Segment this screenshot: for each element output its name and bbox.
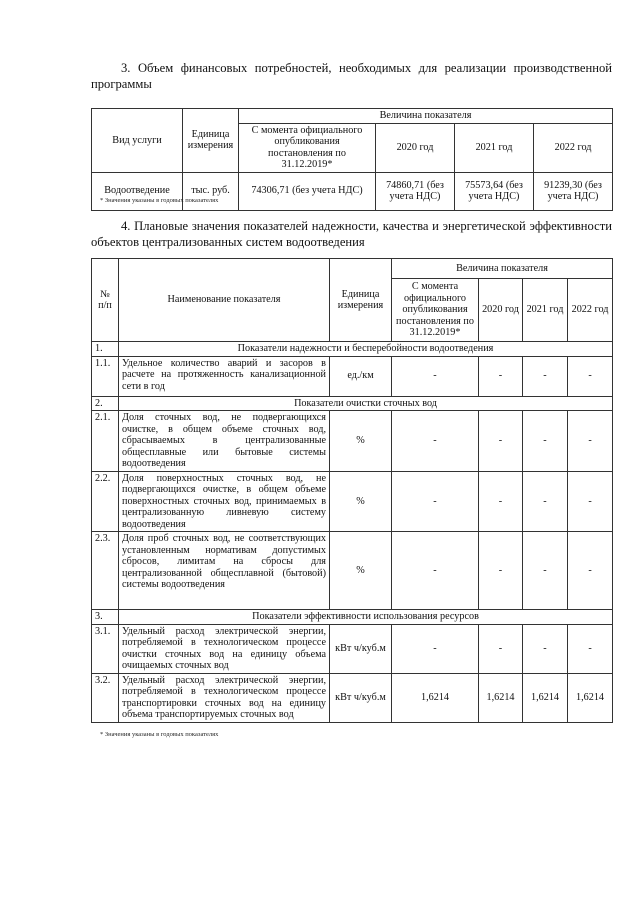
col-2022-header: 2022 год <box>568 279 613 342</box>
col-2021-header: 2021 год <box>455 123 534 172</box>
cell-2020: 74860,71 (без учета НДС) <box>376 172 455 210</box>
cell-2022: - <box>568 471 613 532</box>
cell-2022: - <box>568 532 613 610</box>
section3-title: 3. Объем финансовых потребностей, необходимых для реализации производственной программы <box>91 61 612 91</box>
group-title: Показатели эффективности использования ресурсов <box>119 610 613 625</box>
section4-title: 4. Плановые значения показателей надежности, качества и энергетической эффективности объектов централизованных систем водоотведения <box>91 219 612 249</box>
section4-footnote: * Значения указаны в годовых показателях <box>100 731 219 738</box>
col-unit-header: Единица измерения <box>183 109 239 173</box>
col-2022-header: 2022 год <box>534 123 613 172</box>
cell-unit: кВт ч/куб.м <box>330 624 392 673</box>
cell-name: Доля поверхностных сточных вод, не подвергающихся очистке, в общем объеме поверхностных сточных вод, принимаемых в централизованную ливневую систему водоотведения <box>119 471 330 532</box>
cell-2021: - <box>523 356 568 396</box>
group-title: Показатели надежности и бесперебойности водоотведения <box>119 342 613 357</box>
cell-num: 2. <box>92 396 119 411</box>
indicators-table <box>91 258 613 723</box>
col-since-header: С момента официального опубликования постановления по 31.12.2019* <box>239 123 376 172</box>
col-service-header: Вид услуги <box>92 109 183 173</box>
cell-since: - <box>392 624 479 673</box>
group-row <box>92 610 613 625</box>
cell-2022: - <box>568 356 613 396</box>
col-value-header: Величина показателя <box>392 259 613 279</box>
cell-num: 2.2. <box>92 471 119 532</box>
cell-unit: тыс. руб. <box>183 172 239 210</box>
cell-2021: - <box>523 471 568 532</box>
cell-2022: 1,6214 <box>568 673 613 722</box>
col-value-header: Величина показателя <box>239 109 613 124</box>
table-row <box>92 624 613 673</box>
cell-2020: - <box>479 532 523 610</box>
col-name-header: Наименование показателя <box>119 259 330 342</box>
group-row <box>92 396 613 411</box>
table-row <box>92 532 613 610</box>
cell-unit: кВт ч/куб.м <box>330 673 392 722</box>
cell-num: 3.1. <box>92 624 119 673</box>
cell-name: Удельное количество аварий и засоров в расчете на протяженность канализационной сети в год <box>119 356 330 396</box>
cell-name: Удельный расход электрической энергии, потребляемой в технологическом процессе очистки сточных вод на единицу объема очищаемых сточных вод <box>119 624 330 673</box>
cell-2020: 1,6214 <box>479 673 523 722</box>
cell-num: 1.1. <box>92 356 119 396</box>
cell-2022: - <box>568 624 613 673</box>
table-row <box>92 471 613 532</box>
cell-unit: % <box>330 532 392 610</box>
cell-2020: - <box>479 411 523 472</box>
table-row <box>92 411 613 472</box>
table-row <box>92 673 613 722</box>
cell-since: - <box>392 471 479 532</box>
cell-name: Доля сточных вод, не подвергающихся очистке, в общем объеме сточных вод, сбрасываемых в централизованные общесплавные или бытовые системы водоотведения <box>119 411 330 472</box>
cell-service: Водоотведение <box>92 172 183 210</box>
cell-unit: % <box>330 471 392 532</box>
cell-2020: - <box>479 356 523 396</box>
col-2020-header: 2020 год <box>376 123 455 172</box>
cell-name: Доля проб сточных вод, не соответствующих установленным нормативам допустимых сбросов, лимитам на сбросы для централизованной общесплавной (бытовой) системы водоотведения <box>119 532 330 610</box>
col-unit-header: Единица измерения <box>330 259 392 342</box>
cell-2022: - <box>568 411 613 472</box>
cell-num: 3.2. <box>92 673 119 722</box>
section3-footnote: * Значения указаны в годовых показателях <box>100 197 219 204</box>
cell-num: 1. <box>92 342 119 357</box>
col-num-header: № п/п <box>92 259 119 342</box>
cell-since: 1,6214 <box>392 673 479 722</box>
col-2021-header: 2021 год <box>523 279 568 342</box>
cell-since: 74306,71 (без учета НДС) <box>239 172 376 210</box>
cell-since: - <box>392 532 479 610</box>
cell-since: - <box>392 411 479 472</box>
cell-unit: ед./км <box>330 356 392 396</box>
cell-2020: - <box>479 624 523 673</box>
col-since-header: С момента официального опубликования постановления по 31.12.2019* <box>392 279 479 342</box>
cell-2022: 91239,30 (без учета НДС) <box>534 172 613 210</box>
cell-2021: - <box>523 411 568 472</box>
cell-2021: 1,6214 <box>523 673 568 722</box>
cell-num: 3. <box>92 610 119 625</box>
cell-num: 2.3. <box>92 532 119 610</box>
cell-2021: - <box>523 532 568 610</box>
financial-table <box>91 108 613 211</box>
cell-since: - <box>392 356 479 396</box>
table-row <box>92 356 613 396</box>
cell-name: Удельный расход электрической энергии, потребляемой в технологическом процессе транспортировки сточных вод на единицу объема транспортируемых сточных вод <box>119 673 330 722</box>
cell-2021: - <box>523 624 568 673</box>
col-2020-header: 2020 год <box>479 279 523 342</box>
cell-2021: 75573,64 (без учета НДС) <box>455 172 534 210</box>
group-title: Показатели очистки сточных вод <box>119 396 613 411</box>
cell-num: 2.1. <box>92 411 119 472</box>
group-row <box>92 342 613 357</box>
cell-unit: % <box>330 411 392 472</box>
cell-2020: - <box>479 471 523 532</box>
